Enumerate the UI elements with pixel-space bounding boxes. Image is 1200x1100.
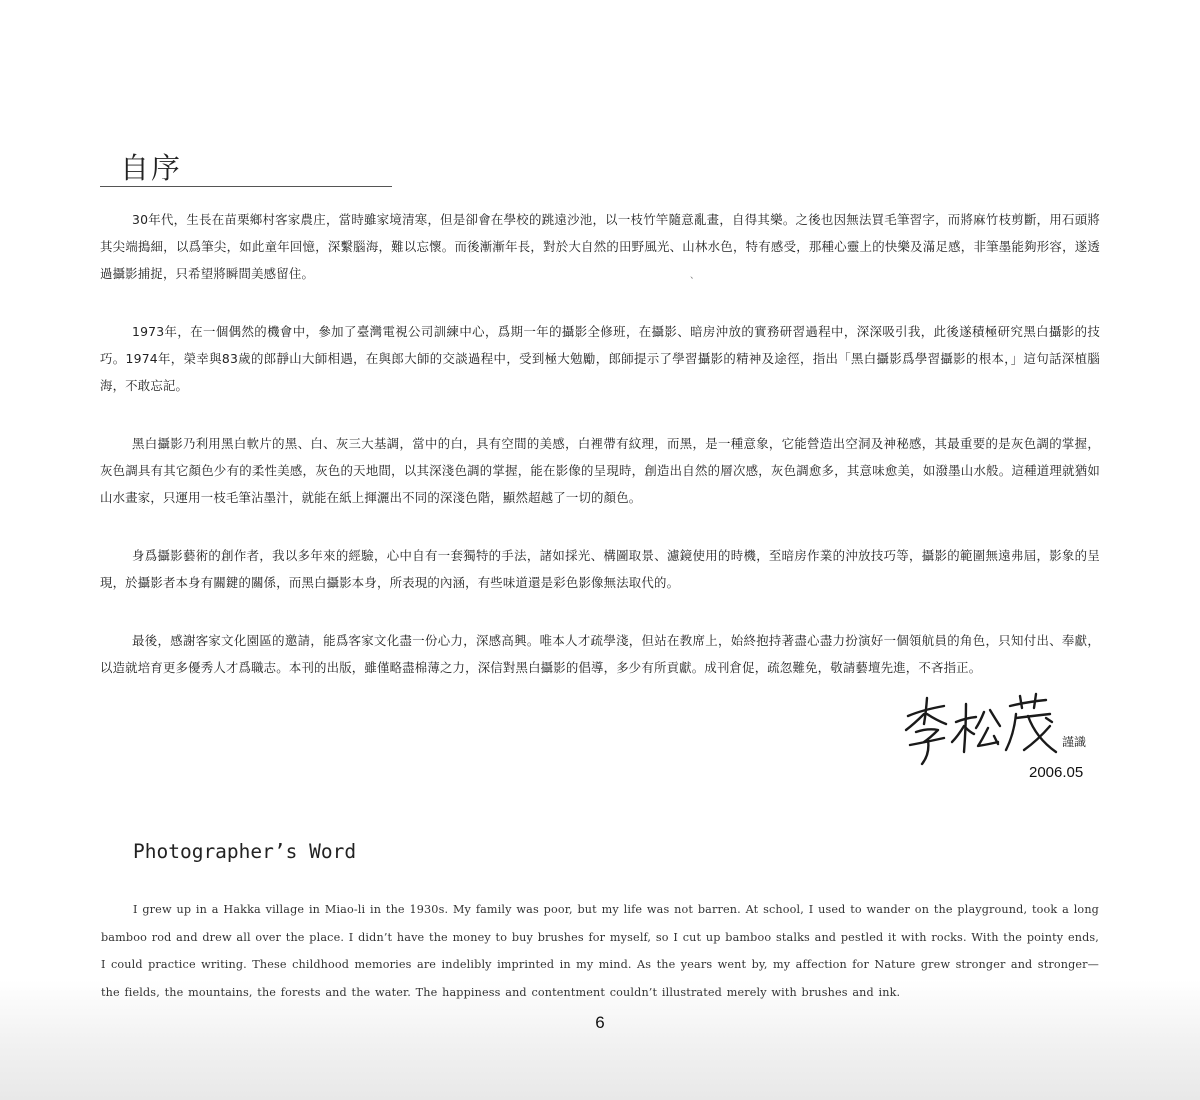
preface-paragraph-4: 身爲攝影藝術的創作者，我以多年來的經驗，心中自有一套獨特的手法，諸如採光、構圖取景、濾鏡使用的時機，至暗房作業的沖放技巧等，攝影的範圍無遠弗屆，影象的呈現，於攝影者本身有關鍵的關係，而黑白攝影本身，所表現的內涵，有些味道還是彩色影像無法取代的。 [100, 548, 1100, 590]
title-underline [100, 186, 392, 187]
english-paragraph: I grew up in a Hakka village in Miao-li in the 1930s. My family was poor, but my life was not barren. At school, I used to wander on the playground, took a long bamboo rod and drew all over the place. I didn’t have the money to buy brushes for myself, so I cut up bamboo stalks and pestled it with rocks. With the pointy ends, I could practice writing. These childhood memories are indelibly imprinted in my mind. As the years went by, my affection for Nature grew stronger and stronger—the fields, the mountains, the forests and the water. The happiness and contentment couldn’t illustrated merely with brushes and ink. [101, 903, 1099, 999]
preface-paragraph-5: 最後，感謝客家文化園區的邀請，能爲客家文化盡一份心力，深感高興。唯本人才疏學淺，但站在教席上，始終抱持著盡心盡力扮演好一個領航員的角色，只知付出、奉獻，以造就培育更多優秀人才爲職志。本刊的出版，雖僅略盡棉薄之力，深信對黑白攝影的倡導，多少有所貢獻。成刊倉促，疏忽難免，敬請藝壇先進，不吝指正。 [100, 633, 1100, 675]
handwritten-signature [900, 690, 1060, 770]
preface-paragraph-1: 30年代，生長在苗栗鄉村客家農庄，當時雖家境清寒，但是卻會在學校的跳遠沙池，以一枝竹竿隨意亂畫，自得其樂。之後也因無法買毛筆習字，而將麻竹枝剪斷，用石頭將其尖端搗細，以爲筆尖，如此童年回憶，深繫腦海，難以忘懷。而後漸漸年長，對於大自然的田野風光、山林水色，特有感受，那種心靈上的快樂及滿足感，非筆墨能夠形容，遂透過攝影捕捉，只希望將瞬間美感留住。 [100, 212, 1100, 281]
signature-suffix: 謹識 [1062, 735, 1087, 749]
preface-paragraph-3: 黑白攝影乃利用黑白軟片的黑、白、灰三大基調，當中的白，具有空間的美感，白裡帶有紋理，而黑，是一種意象，它能營造出空洞及神秘感，其最重要的是灰色調的掌握，灰色調具有其它顏色少有的柔性美感，灰色的天地間，以其深淺色調的掌握，能在影像的呈現時，創造出自然的層次感，灰色調愈多，其意味愈美，如潑墨山水般。這種道理就猶如山水畫家，只運用一枝毛筆沾墨汁，就能在紙上揮灑出不同的深淺色階，顯然超越了一切的顏色。 [100, 436, 1100, 505]
stray-mark: 、 [690, 271, 700, 281]
preface-paragraph-2: 1973年，在一個偶然的機會中，參加了臺灣電視公司訓練中心，爲期一年的攝影全修班，在攝影、暗房沖放的實務研習過程中，深深吸引我，此後遂積極研究黑白攝影的技巧。1974年，榮幸與83歲的郎靜山大師相遇，在與郎大師的交談過程中，受到極大勉勵，郎師提示了學習攝影的精神及途徑，指出「黑白攝影爲學習攝影的根本，」這句話深植腦海，不敢忘記。 [100, 324, 1100, 393]
preface-body [100, 206, 1100, 712]
page-number: 6 [595, 1013, 605, 1032]
english-title: Photographer’s Word [133, 840, 357, 863]
signature-date: 2006.05 [1029, 764, 1084, 781]
preface-title: 自序 [120, 151, 183, 185]
